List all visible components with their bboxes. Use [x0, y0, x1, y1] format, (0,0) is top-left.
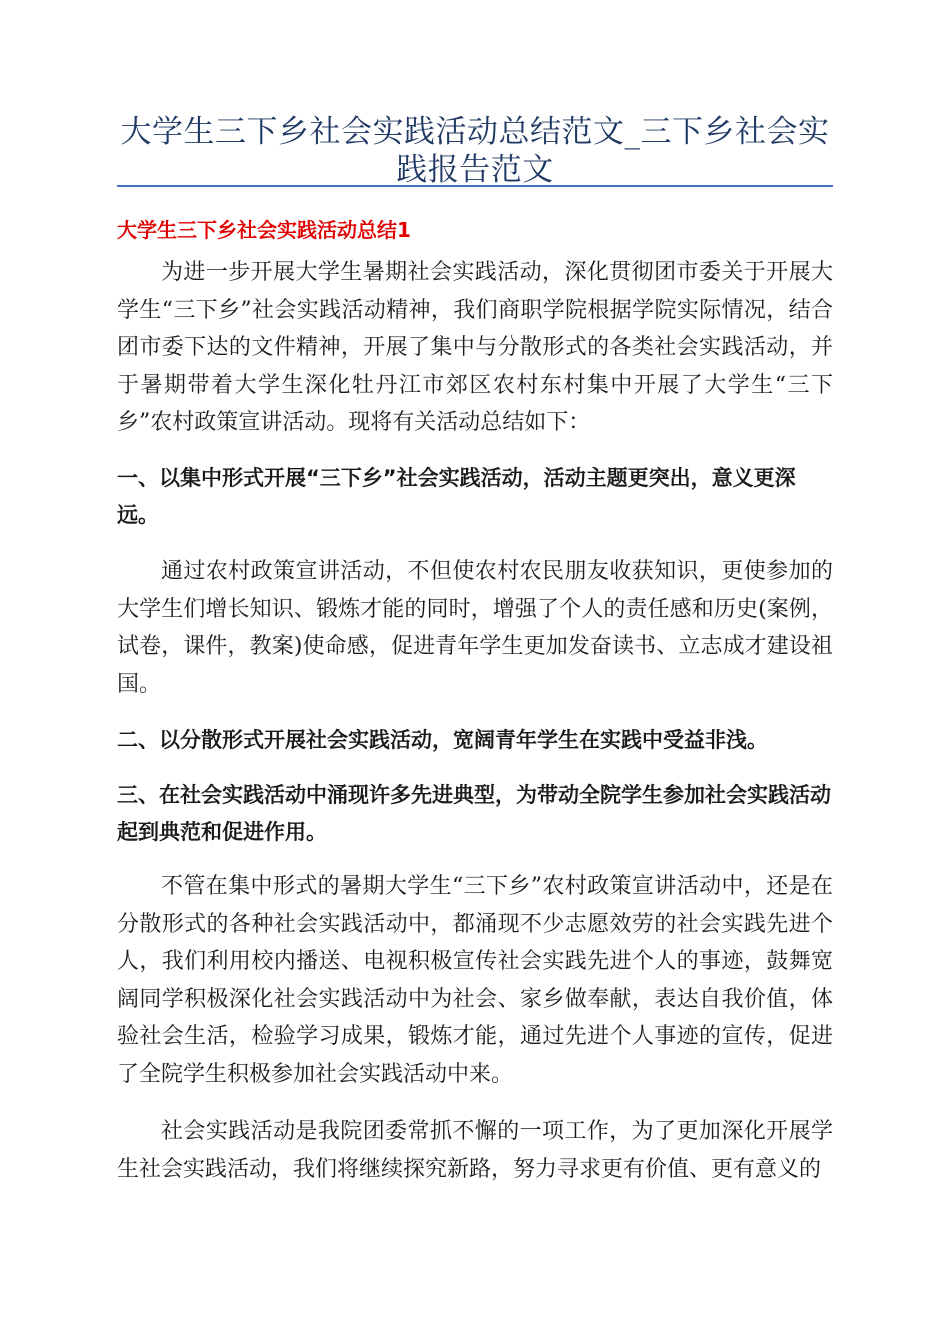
- paragraph-intro: 为进一步开展大学生暑期社会实践活动，深化贯彻团市委关于开展大学生“三下乡”社会实践活动精神，我们商职学院根据学院实际情况，结合团市委下达的文件精神，开展了集中与分散形式的各类社会实践活动，并于暑期带着大学生深化牡丹江市郊区农村东村集中开展了大学生“三下乡”农村政策宣讲活动。现将有关活动总结如下：: [117, 260, 833, 436]
- section-heading: 大学生三下乡社会实践活动总结1: [117, 218, 411, 242]
- subheading-two: 二、以分散形式开展社会实践活动，宽阔青年学生在实践中受益非浅。: [117, 728, 768, 752]
- subheading-three: 三、在社会实践活动中涌现许多先进典型，为带动全院学生参加社会实践活动起到典范和促进作用。: [117, 783, 831, 844]
- paragraph-policy-outreach: 通过农村政策宣讲活动，不但使农村农民朋友收获知识，更使参加的大学生们增长知识、锻炼才能的同时，增强了个人的责任感和历史(案例，试卷，课件，教案)使命感，促进青年学生更加发奋读书、立志成才建设祖国。: [117, 559, 833, 697]
- title-divider: [117, 185, 833, 187]
- document-title: 大学生三下乡社会实践活动总结范文_三下乡社会实践报告范文: [120, 114, 830, 188]
- paragraph-outlook: 社会实践活动是我院团委常抓不懈的一项工作，为了更加深化开展学生社会实践活动，我们将继续探究新路，努力寻求更有价值、更有意义的: [117, 1119, 833, 1182]
- paragraph-exemplars: 不管在集中形式的暑期大学生“三下乡”农村政策宣讲活动中，还是在分散形式的各种社会实践活动中，都涌现不少志愿效劳的社会实践先进个人，我们利用校内播送、电视积极宣传社会实践先进个人的事迹，鼓舞宽阔同学积极深化社会实践活动中为社会、家乡做奉献，表达自我价值，体验社会生活，检验学习成果，锻炼才能，通过先进个人事迹的宣传，促进了全院学生积极参加社会实践活动中来。: [117, 874, 833, 1087]
- subheading-one: 一、以集中形式开展“三下乡”社会实践活动，活动主题更突出，意义更深远。: [117, 466, 796, 527]
